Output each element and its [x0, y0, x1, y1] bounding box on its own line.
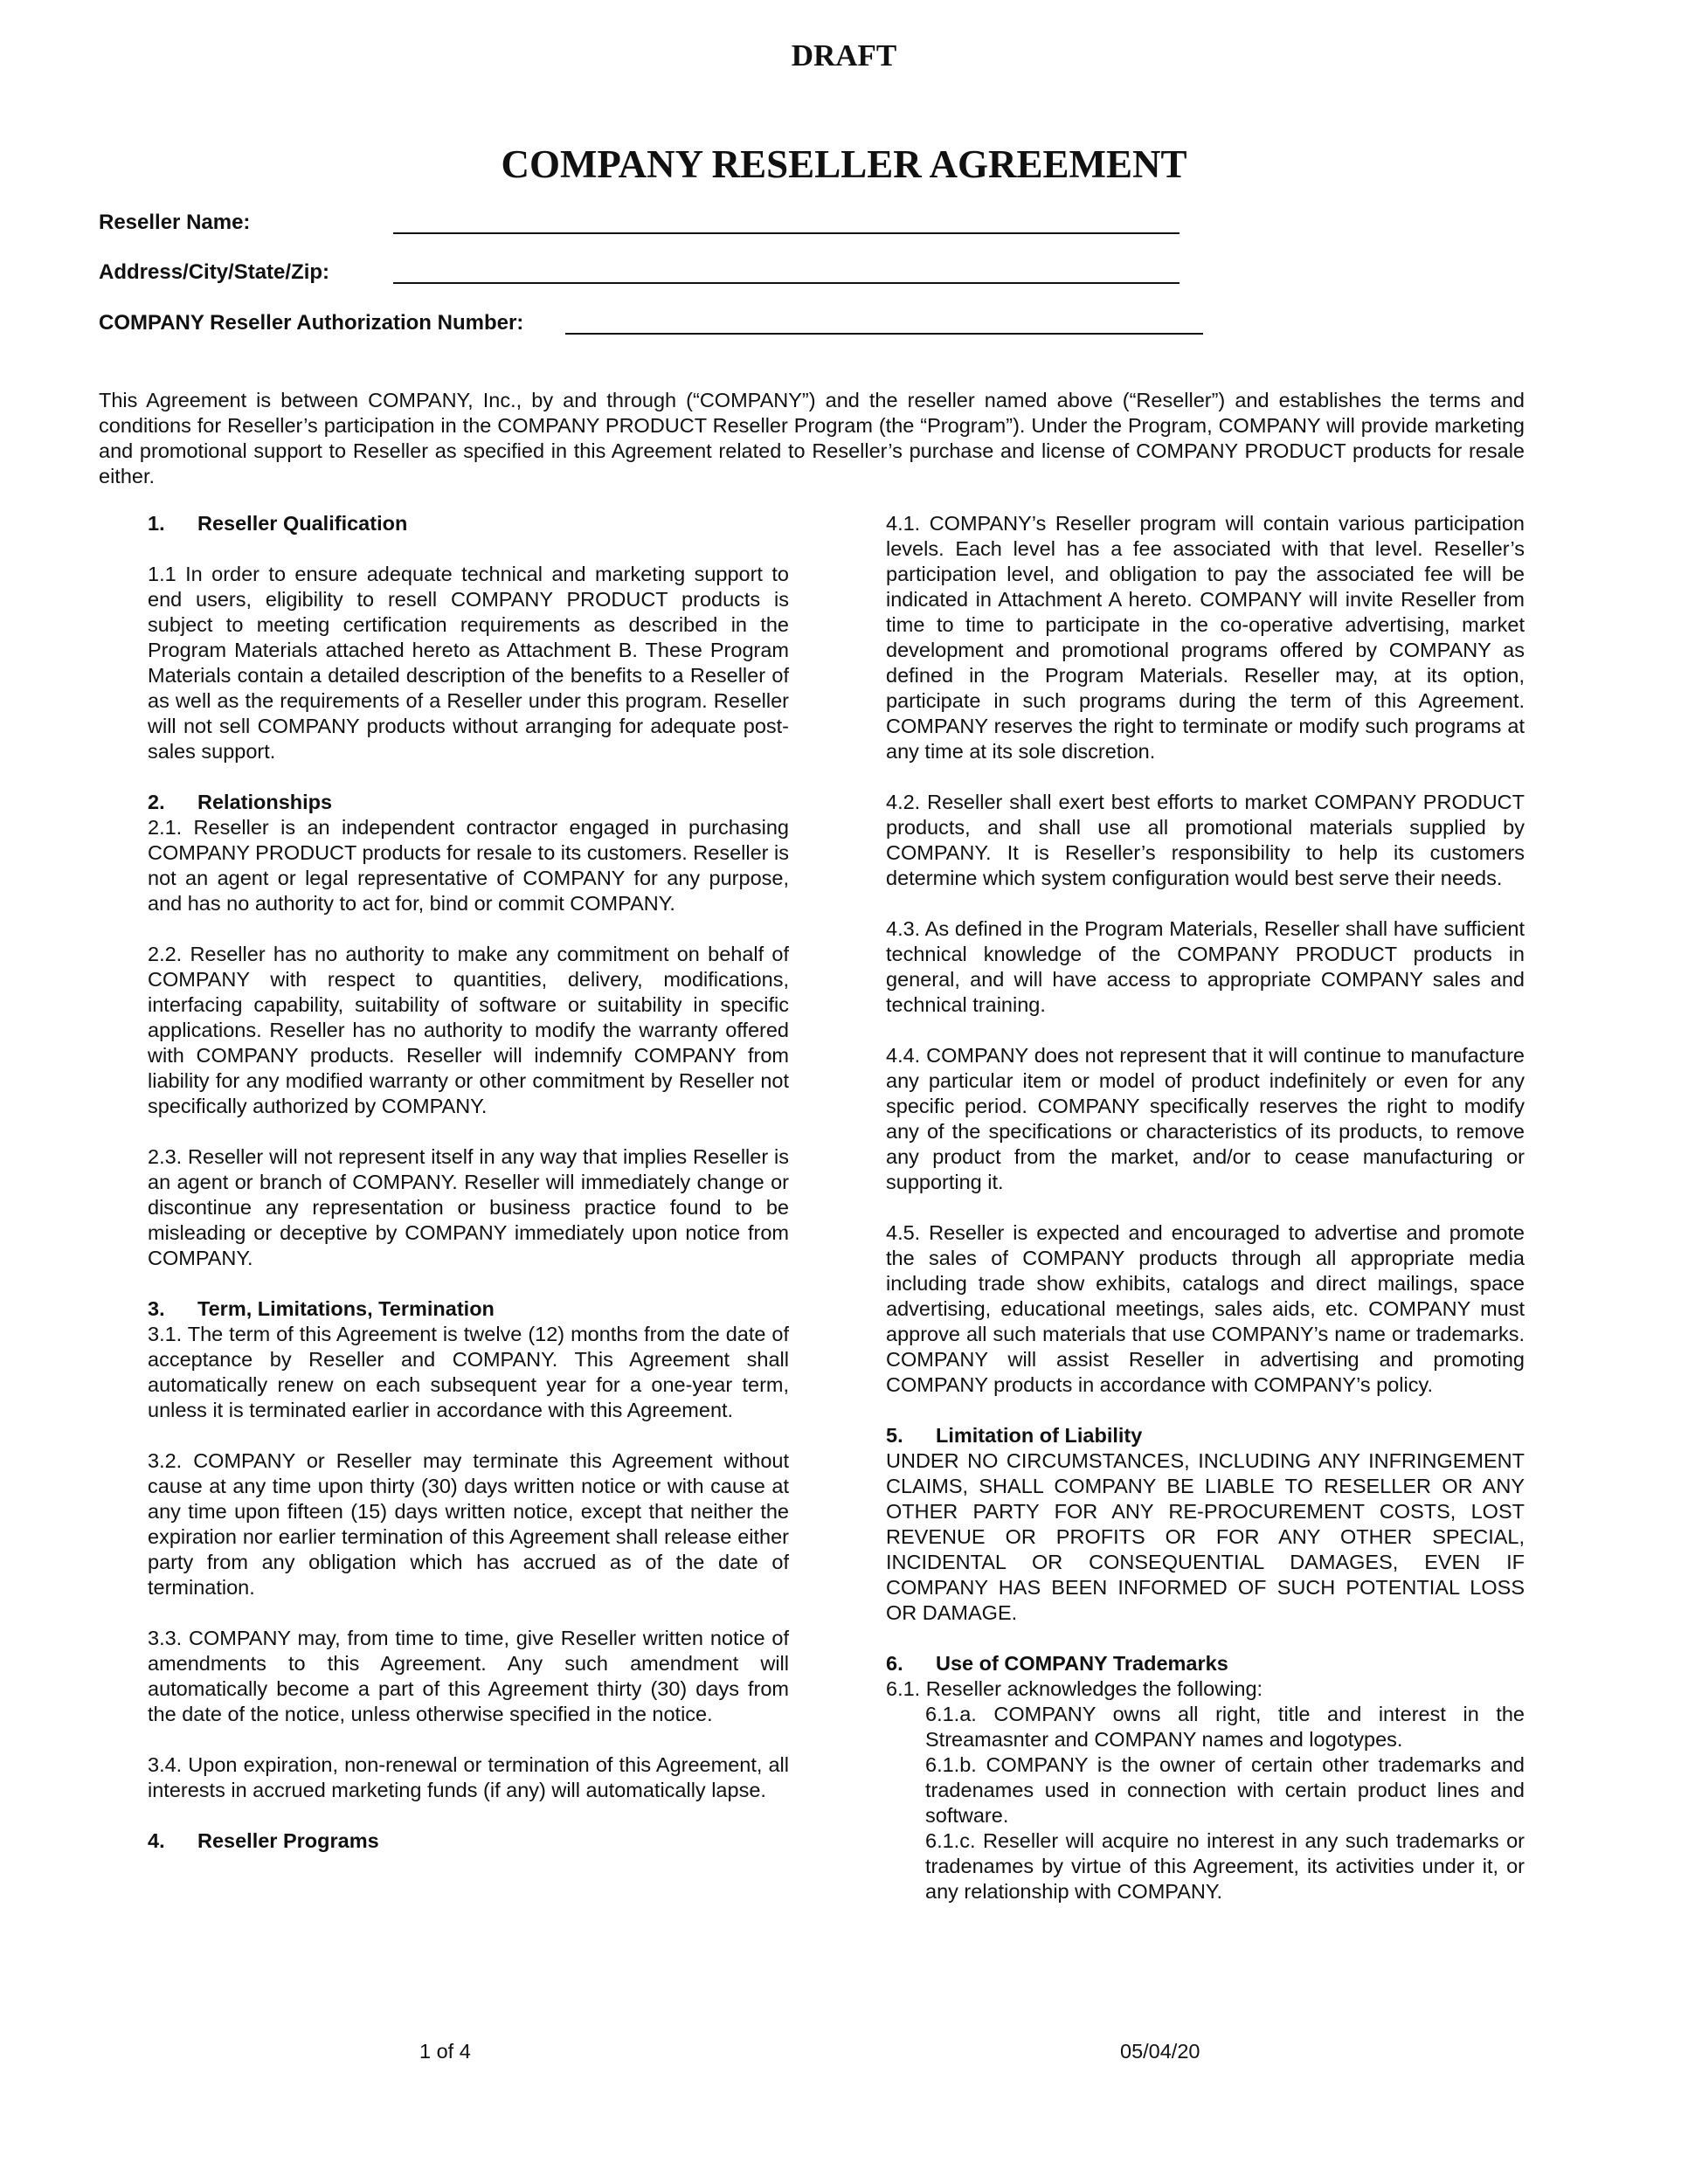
section-title: Term, Limitations, Termination — [197, 1297, 495, 1320]
clause-6-1-a: 6.1.a. COMPANY owns all right, title and interest in the Streamasnter and COMPANY names and logotypes. — [925, 1703, 1525, 1751]
section-number: 6. — [886, 1652, 903, 1675]
intro-paragraph — [99, 388, 1525, 489]
clause-6-1: 6.1. Reseller acknowledges the following: — [886, 1677, 1263, 1700]
section-2-heading — [148, 790, 789, 815]
section-number: 4. — [148, 1829, 165, 1852]
clause-2-3: 2.3. Reseller will not represent itself in any way that implies Reseller is an agent or branch of COMPANY. Reseller will immediately change or discontinue any representation or business practice found to be misleading or deceptive by COMPANY immediately upon notice from COMPANY. — [148, 1145, 789, 1269]
left-column — [148, 511, 789, 1854]
section-number: 1. — [148, 512, 165, 535]
clause-3-2: 3.2. COMPANY or Reseller may terminate this Agreement without cause at any time upon thirty (30) days written notice or with cause at any time upon fifteen (15) days written notice, except that neither the expiration nor earlier termination of this Agreement shall release either party from any obligation which has accrued as of the date of termination. — [148, 1449, 789, 1599]
draft-label: DRAFT — [791, 38, 897, 73]
clause-3-1: 3.1. The term of this Agreement is twelve (12) months from the date of acceptance by Reseller and COMPANY. This Agreement shall automatically renew on each subsequent year for a one-year term, unless it is terminated earlier in accordance with this Agreement. — [148, 1323, 789, 1421]
reseller-name-label: Reseller Name: — [99, 211, 251, 234]
section-number: 3. — [148, 1297, 165, 1320]
address-label: Address/City/State/Zip: — [99, 260, 330, 284]
address-blank[interactable] — [393, 282, 1180, 284]
section-3-heading — [148, 1296, 789, 1322]
page-number: 1 of 4 — [419, 2040, 471, 2063]
clause-4-1: 4.1. COMPANY’s Reseller program will contain various participation levels. Each level has a fee associated with that level. Reseller’s participation level, and obligation to pay the associated fee will be indicated in Attachment A hereto. COMPANY will invite Reseller from time to time to participate in the co-operative advertising, market development and promotional programs offered by COMPANY as defined in the Program Materials. Reseller may, at its option, participate in such programs during the term of this Agreement. COMPANY reserves the right to terminate or modify such programs at any time at its sole discretion. — [886, 512, 1525, 763]
clause-5: UNDER NO CIRCUMSTANCES, INCLUDING ANY INFRINGEMENT CLAIMS, SHALL COMPANY BE LIABLE TO RESELLER OR ANY OTHER PARTY FOR ANY RE-PROCUREMENT COSTS, LOST REVENUE OR PROFITS OR FOR ANY OTHER SPECIAL, INCIDENTAL OR CONSEQUENTIAL DAMAGES, EVEN IF COMPANY HAS BEEN INFORMED OF SUCH POTENTIAL LOSS OR DAMAGE. — [886, 1449, 1525, 1624]
clause-3-4: 3.4. Upon expiration, non-renewal or termination of this Agreement, all interests in accrued marketing funds (if any) will automatically lapse. — [148, 1753, 789, 1801]
clause-6-1-c: 6.1.c. Reseller will acquire no interest in any such trademarks or tradenames by virtue of this Agreement, its activities under it, or any relationship with COMPANY. — [925, 1829, 1525, 1903]
authorization-number-blank[interactable] — [565, 333, 1203, 335]
section-title: Limitation of Liability — [936, 1424, 1143, 1447]
section-title: Reseller Qualification — [197, 512, 408, 535]
section-1-heading — [148, 511, 789, 536]
clause-4-3: 4.3. As defined in the Program Materials, Reseller shall have sufficient technical knowledge of the COMPANY PRODUCT products in general, and will have access to appropriate COMPANY sales and technical training. — [886, 917, 1525, 1016]
document-title: COMPANY RESELLER AGREEMENT — [501, 142, 1187, 186]
reseller-name-blank[interactable] — [393, 232, 1180, 234]
section-5-heading — [886, 1423, 1525, 1448]
footer-date: 05/04/20 — [1120, 2040, 1200, 2063]
section-4-heading — [148, 1828, 789, 1854]
clause-4-5: 4.5. Reseller is expected and encouraged to advertise and promote the sales of COMPANY products through all appropriate media including trade show exhibits, catalogs and direct mailings, space advertising, educational meetings, sales aids, etc. COMPANY must approve all such materials that use COMPANY’s name or trademarks. COMPANY will assist Reseller in advertising and promoting COMPANY products in accordance with COMPANY’s policy. — [886, 1221, 1525, 1396]
section-number: 5. — [886, 1424, 903, 1447]
clause-2-2: 2.2. Reseller has no authority to make any commitment on behalf of COMPANY with respect to quantities, delivery, modifications, interfacing capability, suitability of software or suitability in specific applications. Reseller has no authority to modify the warranty offered with COMPANY products. Reseller will indemnify COMPANY from liability for any modified warranty or other commitment by Reseller not specifically authorized by COMPANY. — [148, 943, 789, 1117]
section-number: 2. — [148, 791, 165, 813]
clause-1-1: 1.1 In order to ensure adequate technical and marketing support to end users, eligibility to resell COMPANY PRODUCT products is subject to meeting certification requirements as described in the Program Materials attached hereto as Attachment B. These Program Materials contain a detailed description of the benefits to a Reseller of as well as the requirements of a Reseller under this program. Reseller will not sell COMPANY products without arranging for adequate post-sales support. — [148, 563, 789, 763]
right-column — [886, 511, 1525, 1904]
section-title: Use of COMPANY Trademarks — [936, 1652, 1228, 1675]
clause-3-3: 3.3. COMPANY may, from time to time, give Reseller written notice of amendments to this Agreement. Any such amendment will automatically become a part of this Agreement thirty (30) days from the date of the notice, unless otherwise specified in the notice. — [148, 1627, 789, 1725]
section-title: Relationships — [197, 791, 333, 813]
clause-4-2: 4.2. Reseller shall exert best efforts to market COMPANY PRODUCT products, and shall use all promotional materials supplied by COMPANY. It is Reseller’s responsibility to help its customers determine which system configuration would best serve their needs. — [886, 791, 1525, 889]
intro-text: This Agreement is between COMPANY, Inc., by and through (“COMPANY”) and the reseller named above (“Reseller”) and establishes the terms and conditions for Reseller’s participation in the COMPANY PRODUCT Reseller Program (the “Program”). Under the Program, COMPANY will provide marketing and promotional support to Reseller as specified in this Agreement related to Reseller’s purchase and license of COMPANY PRODUCT products for resale either. — [99, 389, 1525, 487]
section-title: Reseller Programs — [197, 1829, 379, 1852]
clause-2-1: 2.1. Reseller is an independent contractor engaged in purchasing COMPANY PRODUCT products for resale to its customers. Reseller is not an agent or legal representative of COMPANY for any purpose, and has no authority to act for, bind or commit COMPANY. — [148, 816, 789, 915]
clause-6-1-b: 6.1.b. COMPANY is the owner of certain other trademarks and tradenames used in connection with certain product lines and software. — [925, 1753, 1525, 1827]
clause-4-4: 4.4. COMPANY does not represent that it will continue to manufacture any particular item or model of product indefinitely or even for any specific period. COMPANY specifically reserves the right to modify any of the specifications or characteristics of its products, to remove any product from the market, and/or to cease manufacturing or supporting it. — [886, 1044, 1525, 1193]
section-6-heading — [886, 1651, 1525, 1676]
authorization-number-label: COMPANY Reseller Authorization Number: — [99, 311, 524, 335]
